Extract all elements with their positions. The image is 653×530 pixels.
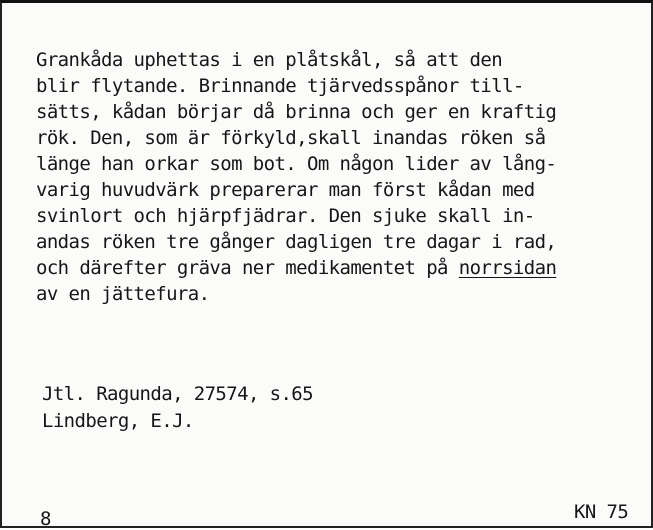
source-collector: Lindberg, E.J. bbox=[42, 410, 194, 432]
card-body-text bbox=[36, 47, 556, 307]
body-line-2: blir flytande. Brinnande tjärvedsspånor till- bbox=[36, 75, 524, 97]
body-line-3: sätts, kådan börjar då brinna och ger en kraftig bbox=[36, 101, 557, 123]
page-number: 8 bbox=[40, 508, 51, 530]
archive-code: KN 75 bbox=[574, 501, 629, 523]
source-reference bbox=[42, 381, 313, 435]
body-line-6: varig huvudvärk preparerar man först kådan med bbox=[36, 179, 535, 201]
body-line-9-prefix: och därefter gräva ner medikamentet på bbox=[36, 257, 459, 279]
body-line-1: Grankåda uphettas i en plåtskål, så att den bbox=[36, 49, 503, 71]
body-line-7: svinlort och hjärpfjädrar. Den sjuke skall in- bbox=[36, 205, 535, 227]
body-line-8: andas röken tre gånger dagligen tre dagar i rad, bbox=[36, 231, 557, 253]
body-line-9 bbox=[36, 255, 556, 281]
body-line-4: rök. Den, som är förkyld,skall inandas röken så bbox=[36, 127, 546, 149]
underlined-word: norrsidan bbox=[458, 257, 557, 279]
body-line-5: länge han orkar som bot. Om någon lider av lång- bbox=[36, 153, 557, 175]
body-line-10: av en jättefura. bbox=[36, 283, 210, 305]
source-location: Jtl. Ragunda, 27574, s.65 bbox=[42, 383, 313, 405]
